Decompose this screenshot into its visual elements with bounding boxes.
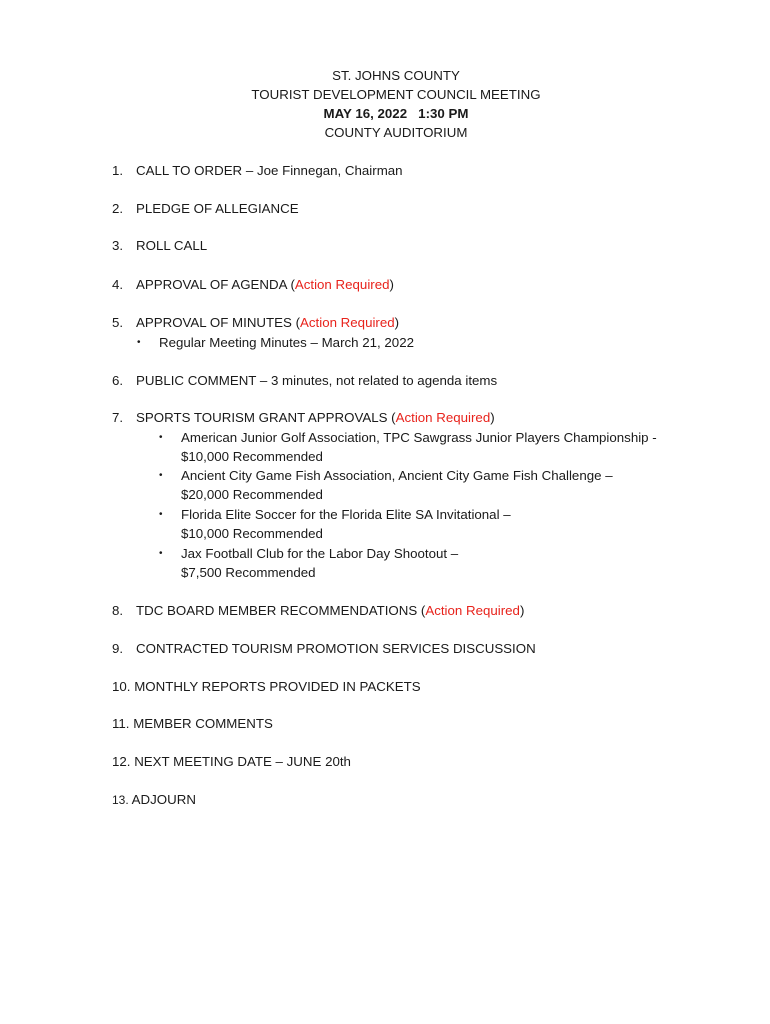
agenda-item-5: 5. APPROVAL OF MINUTES (Action Required)	[112, 315, 400, 330]
agenda-item-8: 8. TDC BOARD MEMBER RECOMMENDATIONS (Action Required)	[112, 603, 525, 618]
agenda-item-text: NEXT MEETING DATE – JUNE 20th	[134, 754, 351, 769]
agenda-item-12: 12. NEXT MEETING DATE – JUNE 20th	[112, 754, 351, 769]
action-required-label: Action Required	[395, 410, 491, 425]
agenda-item-text: PUBLIC COMMENT – 3 minutes, not related to agenda items	[136, 373, 498, 388]
action-required-label: Action Required	[425, 603, 520, 618]
council-name: TOURIST DEVELOPMENT COUNCIL MEETING	[251, 87, 541, 102]
agenda-item-13: 13. ADJOURN	[112, 792, 196, 807]
agenda-item-2: 2. PLEDGE OF ALLEGIANCE	[112, 201, 299, 216]
agenda-item-text: CALL TO ORDER – Joe Finnegan, Chairman	[136, 163, 403, 178]
agenda-item-text: MONTHLY REPORTS PROVIDED IN PACKETS	[134, 679, 421, 694]
meeting-date: MAY 16, 2022 1:30 PM	[323, 106, 469, 121]
agenda-item-4: 4. APPROVAL OF AGENDA (Action Required)	[112, 277, 394, 292]
bullet: •	[159, 432, 163, 443]
agenda-item-text: TDC BOARD MEMBER RECOMMENDATIONS (	[136, 603, 426, 618]
agenda-item-1: 1. CALL TO ORDER – Joe Finnegan, Chairman	[112, 163, 403, 178]
bullet: •	[159, 470, 163, 481]
bullet: •	[159, 509, 163, 520]
agenda-item-text: MEMBER COMMENTS	[133, 716, 273, 731]
bullet: •	[137, 337, 141, 348]
agenda-item-text: PLEDGE OF ALLEGIANCE	[136, 201, 299, 216]
grant-item-soccer: • Florida Elite Soccer for the Florida Elite SA Invitational – $10,000 Recommended	[159, 507, 511, 542]
grant-item-fish: • Ancient City Game Fish Association, Ancient City Game Fish Challenge – $20,000 Recommended	[159, 468, 613, 503]
agenda-item-text: CONTRACTED TOURISM PROMOTION SERVICES DISCUSSION	[136, 641, 536, 656]
sub-item-minutes: • Regular Meeting Minutes – March 21, 2022	[159, 333, 414, 352]
bullet: •	[159, 548, 163, 559]
agenda-item-3: 3. ROLL CALL	[112, 238, 208, 253]
agenda-item-text: SPORTS TOURISM GRANT APPROVALS (	[136, 410, 396, 425]
county-name: ST. JOHNS COUNTY	[332, 68, 460, 83]
agenda-item-10: 10. MONTHLY REPORTS PROVIDED IN PACKETS	[112, 679, 421, 694]
action-required-label: Action Required	[294, 277, 390, 292]
agenda-item-7: 7. SPORTS TOURISM GRANT APPROVALS (Action Required)	[112, 410, 495, 425]
agenda-item-text: APPROVAL OF MINUTES (	[136, 315, 301, 330]
meeting-location: COUNTY AUDITORIUM	[324, 125, 468, 140]
agenda-item-text: ROLL CALL	[136, 238, 208, 253]
agenda-item-9: 9. CONTRACTED TOURISM PROMOTION SERVICES DISCUSSION	[112, 641, 536, 656]
agenda-item-11: 11. MEMBER COMMENTS	[112, 716, 273, 731]
agenda-item-6: 6. PUBLIC COMMENT – 3 minutes, not related to agenda items	[112, 373, 498, 388]
agenda-item-text: APPROVAL OF AGENDA (	[136, 277, 295, 292]
agenda-item-text: ADJOURN	[131, 792, 196, 807]
grant-item-ajga: • American Junior Golf Association, TPC Sawgrass Junior Players Championship - $10,000 Recommended	[159, 430, 657, 465]
grant-item-football: • Jax Football Club for the Labor Day Shootout – $7,500 Recommended	[159, 546, 459, 581]
action-required-label: Action Required	[300, 315, 395, 330]
agenda-header	[0, 66, 770, 142]
